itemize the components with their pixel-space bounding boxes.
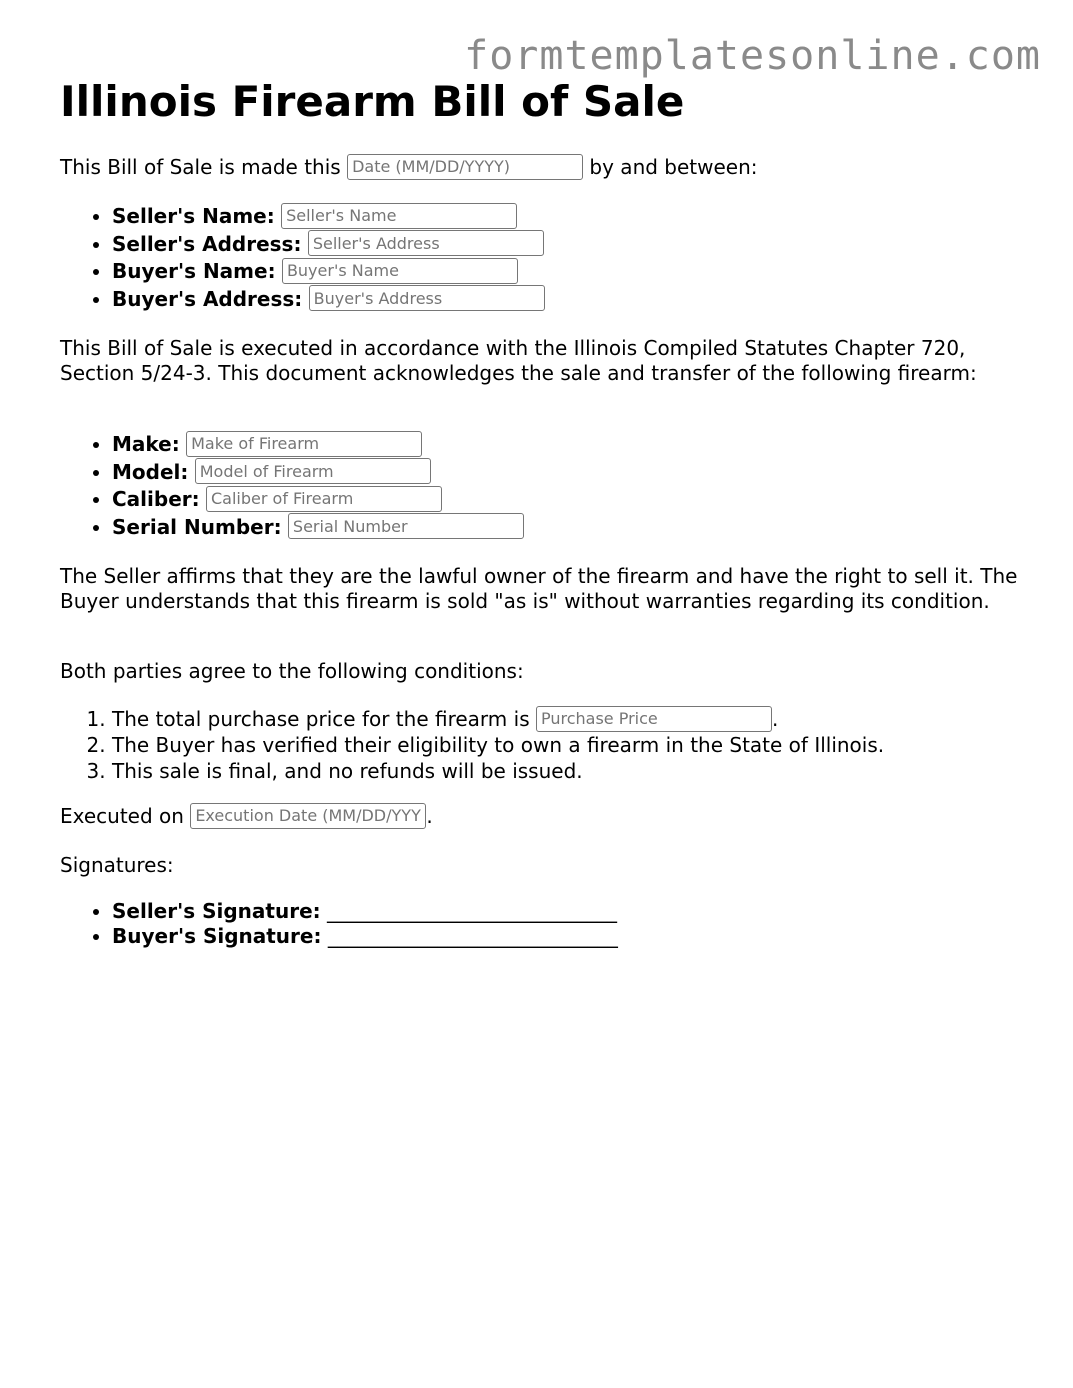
list-item	[112, 231, 1020, 259]
buyer-signature-line[interactable]: _____________________________	[327, 924, 618, 948]
conditions-intro: Both parties agree to the following conditions:	[60, 659, 524, 683]
list-item	[112, 286, 1020, 314]
make-label: Make:	[112, 432, 180, 456]
executed-period: .	[426, 804, 433, 828]
condition-1-period: .	[771, 707, 779, 731]
statute-paragraph: This Bill of Sale is executed in accordance with the Illinois Compiled Statutes Chapter 720, Section 5/24-3. This document acknowledges the sale and transfer of the following firearm:	[60, 336, 977, 385]
intro-text-after: by and between:	[589, 155, 758, 179]
list-item	[112, 706, 1020, 732]
intro-line	[60, 155, 1020, 180]
serial-number-label: Serial Number:	[112, 514, 282, 539]
buyer-address-label: Buyer's Address:	[112, 286, 303, 311]
buyer-address-input[interactable]	[309, 285, 545, 311]
affirmation-paragraph: The Seller affirms that they are the lawful owner of the firearm and have the right to sell it. The Buyer understands that this firearm is sold "as is" without warranties regarding its condition.	[60, 564, 1018, 613]
seller-signature-line[interactable]: _____________________________	[327, 899, 617, 923]
caliber-input[interactable]	[206, 486, 442, 512]
executed-line	[60, 804, 1020, 829]
list-item	[112, 514, 1020, 542]
condition-3-text: This sale is final, and no refunds will be issued.	[112, 759, 583, 783]
buyer-signature-label: Buyer's Signature:	[112, 924, 322, 948]
condition-2-text: The Buyer has verified their eligibility to own a firearm in the State of Illinois.	[112, 733, 885, 757]
seller-address-label: Seller's Address:	[112, 231, 302, 256]
list-item	[112, 758, 1020, 784]
execution-date-input[interactable]	[190, 803, 426, 829]
executed-text: Executed on	[60, 804, 184, 828]
serial-number-input[interactable]	[288, 513, 524, 539]
list-item	[112, 924, 1020, 949]
seller-name-label: Seller's Name:	[112, 204, 275, 228]
buyer-name-input[interactable]	[282, 258, 518, 284]
page-title: Illinois Firearm Bill of Sale	[60, 77, 685, 126]
list-item	[112, 459, 1020, 487]
firearm-list	[60, 431, 1020, 541]
signatures-label: Signatures:	[60, 853, 174, 877]
buyer-name-label: Buyer's Name:	[112, 259, 276, 283]
list-item	[112, 203, 1020, 231]
condition-1-text: The total purchase price for the firearm is	[112, 707, 530, 731]
model-label: Model:	[112, 459, 189, 484]
make-input[interactable]	[186, 431, 422, 457]
caliber-label: Caliber:	[112, 487, 200, 511]
list-item	[112, 431, 1020, 459]
seller-name-input[interactable]	[281, 203, 517, 229]
sale-date-input[interactable]	[347, 154, 583, 180]
list-item	[112, 899, 1020, 924]
intro-text-before: This Bill of Sale is made this	[60, 155, 341, 179]
list-item	[112, 486, 1020, 514]
purchase-price-input[interactable]	[536, 706, 772, 732]
conditions-list	[60, 706, 1020, 784]
seller-signature-label: Seller's Signature:	[112, 899, 321, 923]
parties-list	[60, 203, 1020, 313]
watermark: formtemplatesonline.com	[464, 33, 1041, 79]
list-item	[112, 258, 1020, 286]
model-input[interactable]	[195, 458, 431, 484]
list-item	[112, 732, 1020, 758]
seller-address-input[interactable]	[308, 230, 544, 256]
signatures-list	[60, 899, 1020, 949]
